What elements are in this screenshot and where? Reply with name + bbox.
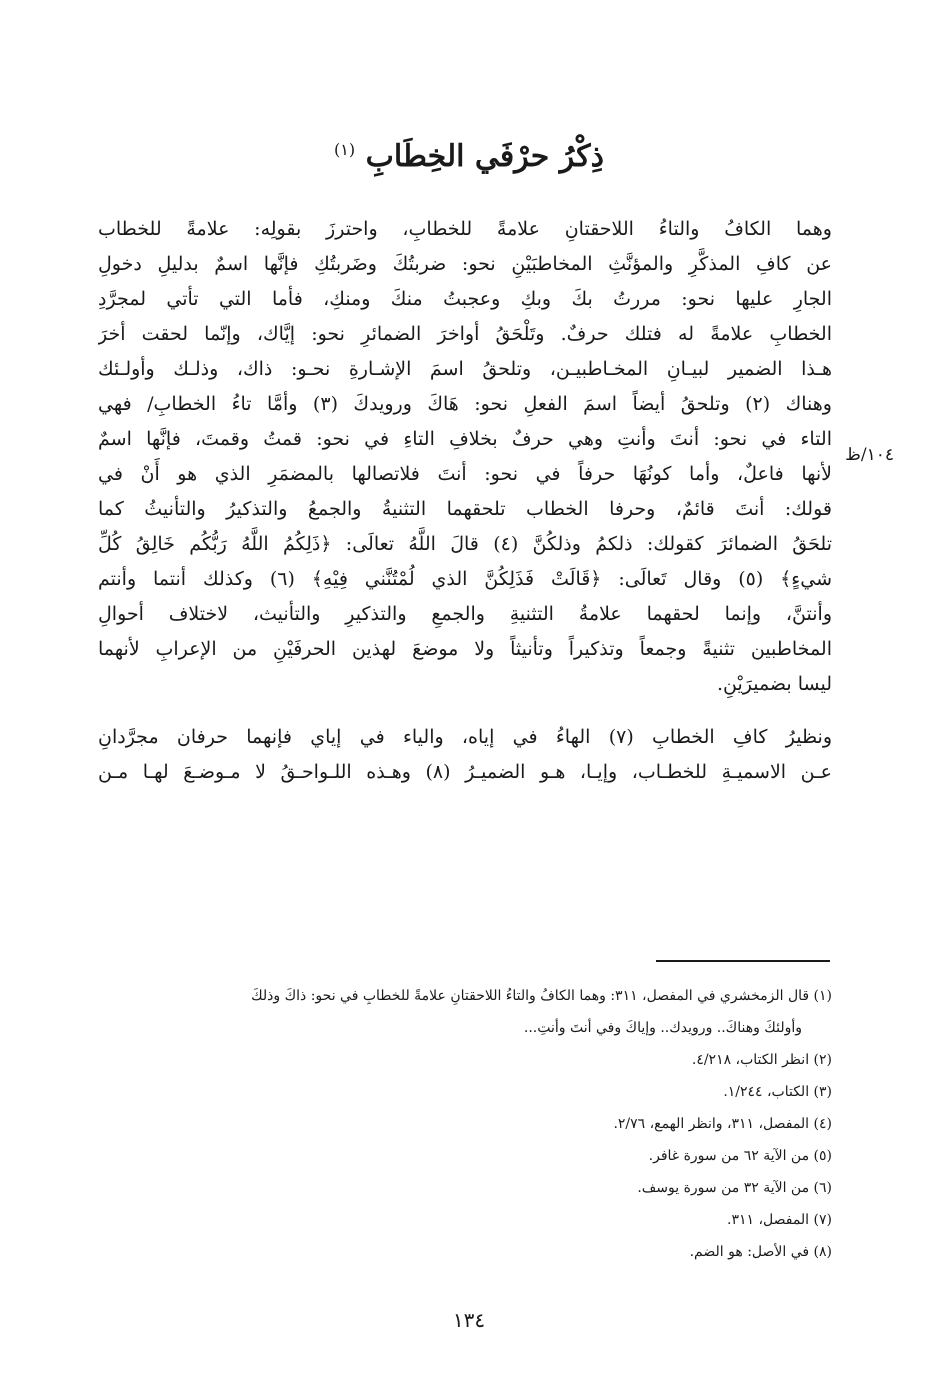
text-line: عـن الاسميـةِ للخطـاب، وإيـا، هـو الضميـرُ (٨) وهـذه اللـواحـقُ لا مـوضـعَ لهـا مـن (98, 761, 832, 783)
footnote: (٧) المفصل، ٣١١. (727, 1212, 832, 1228)
footnote: (٦) من الآية ٣٢ من سورة يوسف. (637, 1180, 832, 1196)
paragraph-1 (98, 212, 832, 702)
paragraph-2 (98, 720, 832, 790)
section-title-text: ذِكْرُ حرْفَي الخِطَابِ (365, 139, 604, 174)
page-number: ١٣٤ (452, 1308, 486, 1332)
footnotes (98, 980, 832, 1268)
title-footnote-marker: (١) (334, 140, 356, 159)
text-line: وهما الكافُ والتاءُ اللاحقتانِ علامةً للخطابِ، واحترزَ بقولِه: علامةً للخطاب (98, 218, 832, 240)
text-line: هـذا الضمير لبيـانِ المخـاطبيـن، وتلحقُ اسمَ الإشـارةِ نحـو: ذاك، وذلـك وأولـئك (98, 358, 832, 380)
footnote: (٥) من الآية ٦٢ من سورة غافر. (648, 1148, 832, 1164)
text-line: المخاطبين تثنيةً وجمعاً وتذكيراً وتأنيثاً ولا موضعَ لهذين الحرفَيْنِ من الإعرابِ لأنهما (98, 638, 832, 660)
text-line: ليسا بضميرَيْنِ. (716, 673, 832, 695)
text-line: الخطابِ علامةً له فتلك حرفٌ. وتَلْحَقُ أواخرَ الضمائرِ نحو: إيَّاك، وإنّما لحقت أخرَ (98, 323, 832, 345)
footnote: (٣) الكتاب، ١/٢٤٤. (723, 1084, 832, 1100)
footnote: (٢) انظر الكتاب، ٤/٢١٨. (691, 1052, 832, 1068)
footnote: (٨) في الأصل: هو الضم. (689, 1244, 832, 1260)
footnote-separator (656, 960, 830, 962)
text-line: تلحَقُ الضمائرَ كقولك: ذلكمُ وذلكُنَّ (٤) قالَ اللَّهُ تعالَى: ﴿ذَلِكُمُ اللَّهُ رَبُّكُم خَالِقُ كُلِّ (98, 533, 832, 555)
text-line: ونظيرُ كافِ الخطابِ (٧) الهاءُ في إياه، والياء في إياي فإنهما حرفان مجرَّدانِ (98, 726, 832, 748)
footnote-continuation: وأولئكَ وهناكَ.. ورويدك.. وإياكَ وفي أنتَ وأنتِ... (523, 1020, 802, 1036)
text-line: لأنها فاعلٌ، وأما كونُهَا حرفاً في نحو: أنتَ فلاتصالها بالمضمَرِ الذي هو أَنْ في (98, 463, 832, 485)
text-line: شيءٍ﴾ (٥) وقال تَعالَى: ﴿قَالَتْ فَذَلِكُنَّ الذي لُمْتُنَّني فِيْهِ﴾ (٦) وكذلك أنتما وأنتم (98, 568, 832, 590)
text-line: وأنتنَّ، وإنما لحقهما علامةُ التثنيةِ والجمعِ والتذكيرِ والتأنيث، لاختلاف أحوالِ (98, 603, 832, 625)
text-line: التاء في نحو: أنتَ وأنتِ وهي حرفٌ بخلافِ التاءِ في نحو: قمتُ وقمتَ، فإنَّها اسمٌ (98, 428, 832, 450)
section-title (0, 120, 938, 187)
footnote: (٤) المفصل، ٣١١، وانظر الهمع، ٢/٧٦. (613, 1116, 832, 1132)
footnote: (١) قال الزمخشري في المفصل، ٣١١: وهما الكافُ والتاءُ اللاحقتانِ علامةً للخطابِ في نحو: ذاكَ وذلكَ (251, 988, 832, 1004)
main-text (98, 212, 832, 790)
text-line: عن كافِ المذكَّرِ والمؤنَّثِ المخاطبَيْنِ نحو: ضربتُكَ وضَربتُكِ فإنَّها اسمٌ بدليلِ دخولِ (98, 253, 832, 275)
margin-folio-note: ١٠٤/ظ (845, 445, 894, 465)
text-line: وهناك (٢) وتلحقُ أيضاً اسمَ الفعلِ نحو: هَاكَ ورويدكَ (٣) وأمَّا تاءُ الخطابِ/ فهي (98, 393, 832, 415)
text-line: الجارِ عليها نحو: مررتُ بكَ وبكِ وعجبتُ منكَ ومنكِ، فأما التي تأتي لمجرَّدِ (98, 288, 832, 310)
text-line: قولك: أنتَ قائمٌ، وحرفا الخطاب تلحقهما التثنيةُ والجمعُ والتذكيرُ والتأنيثُ كما (98, 498, 832, 520)
